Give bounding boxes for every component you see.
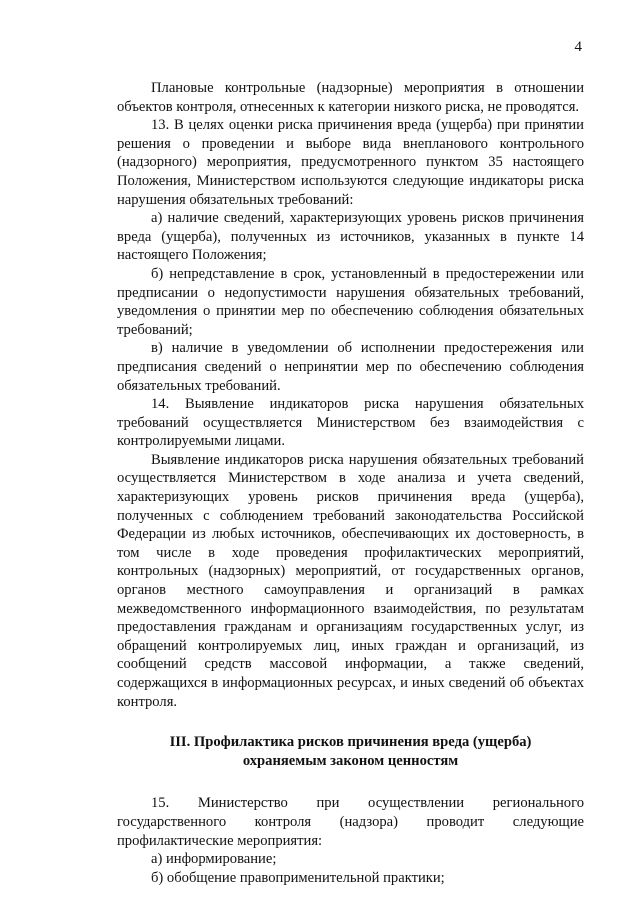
list-item-informing: а) информирование; — [151, 851, 277, 868]
paragraph-13-item-a: а) наличие сведений, характеризующих уровень рисков причинения вреда (ущерба), полученных из источников, указанных в пункте 14 настоящего Положения; — [117, 210, 584, 264]
paragraph-13-item-c: в) наличие в уведомлении об исполнении предостережения или предписания сведений о непринятии мер по обеспечению соблюдения обязательных требований. — [117, 340, 584, 394]
paragraph-13-item-b: б) непредставление в срок, установленный в предостережении или предписании о недопустимости нарушения обязательных требований, уведомления о принятии мер по обеспечению соблюдения обязательных требований; — [117, 265, 584, 338]
paragraph-15-intro: 15. Министерство при осуществлении регионального государственного контроля (надзора) проводит следующие профилактические мероприятия: — [117, 795, 584, 849]
page-number: 4 — [574, 39, 582, 55]
paragraph-planned-inspections: Плановые контрольные (надзорные) мероприятия в отношении объектов контроля, отнесенных к категории низкого риска, не проводятся. — [117, 80, 584, 115]
paragraph-14-detection: 14. Выявление индикаторов риска нарушения обязательных требований осуществляется Министерством без взаимодействия с контролируемыми лицами. — [117, 396, 584, 450]
section-heading-line-2: охраняемым законом ценностям — [242, 752, 459, 769]
list-item-practice-summary: б) обобщение правоприменительной практики; — [151, 869, 445, 886]
paragraph-13-risk-indicators: 13. В целях оценки риска причинения вреда (ущерба) при принятии решения о проведении и выборе вида внепланового контрольного (надзорного) мероприятия, предусмотренного пунктом 35 настоящего Положения, Министерством используются следующие индикаторы риска нарушения обязательных требований: — [117, 117, 584, 208]
section-heading-line-1: III. Профилактика рисков причинения вреда (ущерба) — [169, 734, 532, 751]
section-heading — [117, 733, 584, 770]
paragraph-14-detection-details: Выявление индикаторов риска нарушения обязательных требований осуществляется Министерством в ходе анализа и учета сведений, характеризующих уровень рисков причинения вреда (ущерба), полученных с соблюдением требований законодательства Российской Федерации из любых источников, обеспечивающих их достоверность, в том числе в ходе проведения профилактических мероприятий, контрольных (надзорных) мероприятий, от государственных органов, органов местного самоуправления и организаций в рамках межведомственного информационного взаимодействия, по результатам предоставления гражданам и организациям государственных услуг, из обращений контролируемых лиц, иных граждан и организаций, из сообщений средств массовой информации, а также сведений, содержащихся в информационных ресурсах, и иных сведений об объектах контроля. — [117, 451, 584, 710]
document-body — [117, 79, 584, 887]
